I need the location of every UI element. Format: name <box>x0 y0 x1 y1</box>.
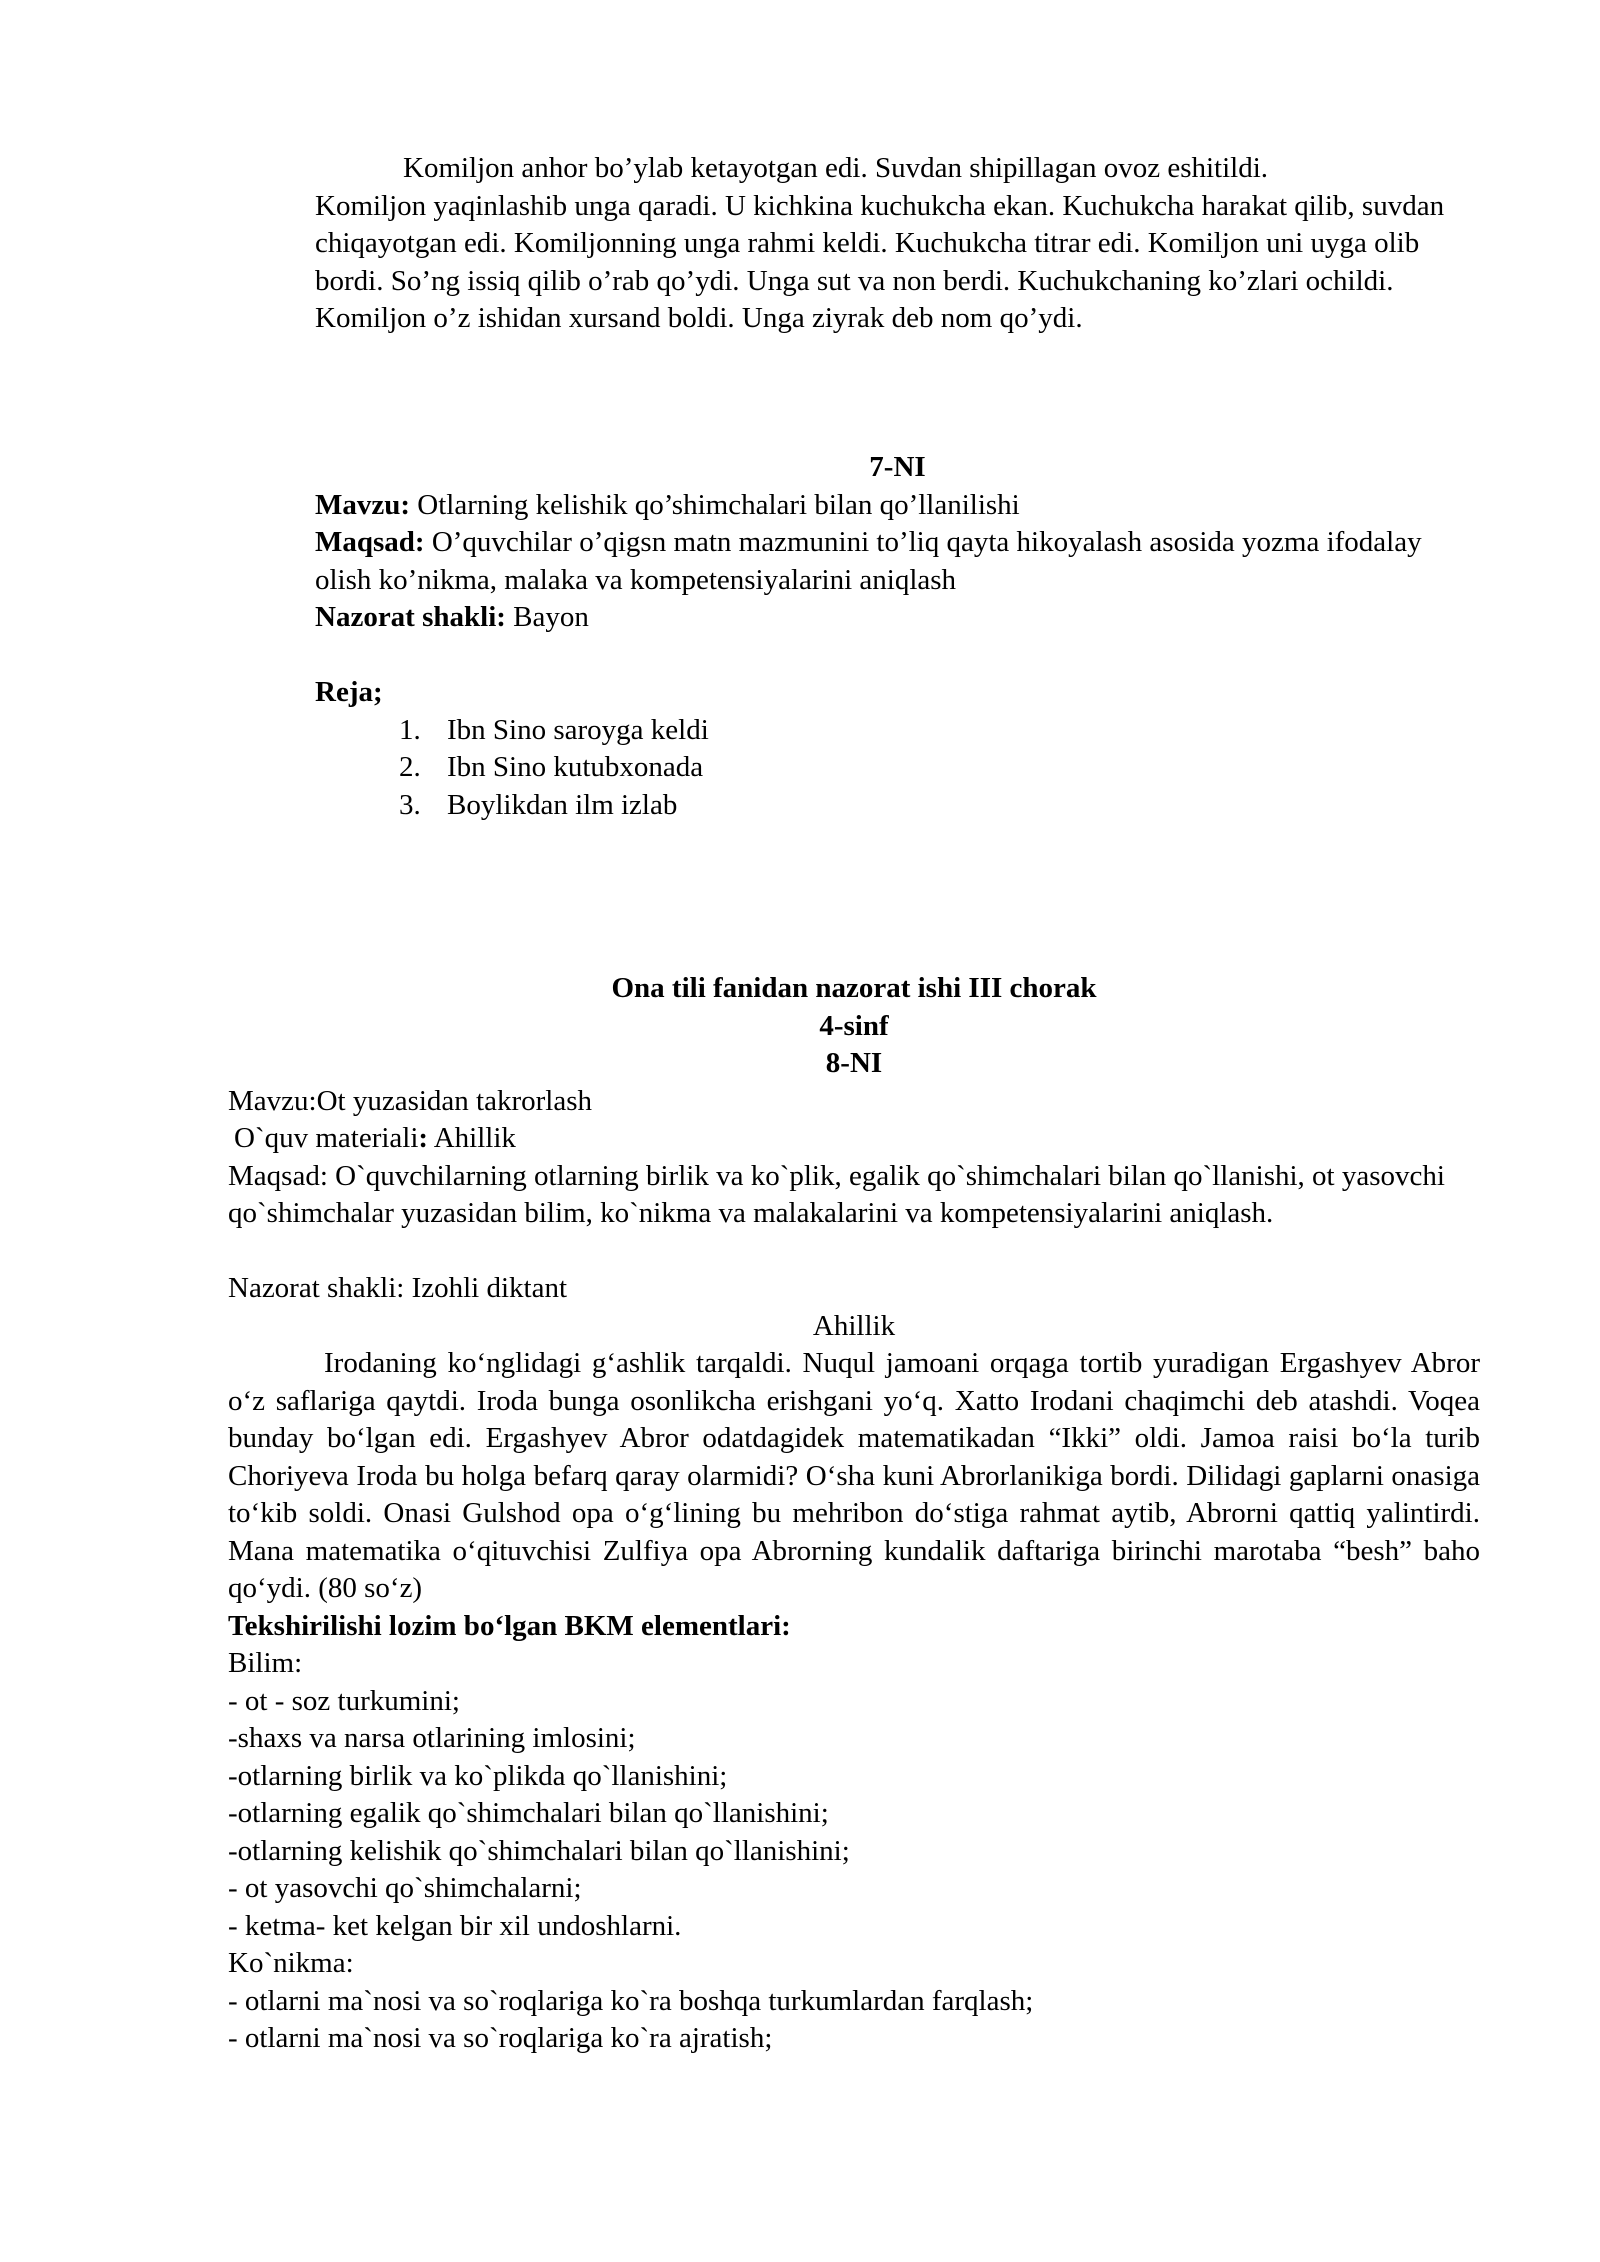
test-title: Ona tili fanidan nazorat ishi III chorak <box>611 972 1097 1004</box>
section-7 <box>315 449 1480 824</box>
oquv-colon: : <box>418 1122 429 1154</box>
maqsad-line: Maqsad: O`quvchilarning otlarning birlik va ko`plik, egalik qo`shimchalari bilan qo`llanishi, ot yasovchi qo`shimchalar yuzasidan bilim, ko`nikma va malakalarini va kompetensiyalarini aniqlash. <box>228 1159 1445 1229</box>
bilim-item: -otlarning kelishik qo`shimchalari bilan qo`llanishini; <box>228 1834 850 1867</box>
bkm-heading: Tekshirilishi lozim bo‘lgan BKM elementlari: <box>228 1609 791 1642</box>
bilim-item: - ot - soz turkumini; <box>228 1684 460 1717</box>
mavzu-line: Mavzu:Ot yuzasidan takrorlash <box>228 1084 593 1117</box>
reja-label: Reja; <box>315 676 383 708</box>
nazorat-label: Nazorat shakli: <box>315 601 506 633</box>
mavzu-value: Otlarning kelishik qo’shimchalari bilan qo’llanilishi <box>410 488 1020 521</box>
maqsad-label: Maqsad: <box>315 526 425 558</box>
list-item <box>399 787 1480 825</box>
reja-list <box>399 712 1480 825</box>
oquv-materiali-line <box>228 1120 1480 1158</box>
mavzu-line <box>315 487 1480 525</box>
reja-num: 2. <box>399 751 421 783</box>
oquv-value: Ahillik <box>428 1122 516 1154</box>
story-paragraph: Irodaning ko‘nglidagi g‘ashlik tarqaldi. Nuqul jamoani orqaga tortib yuradigan Ergashyev Abror o‘z saflariga qaytdi. Iroda bunga osonlikcha erishgani yo‘q. Xatto Irodani chaqimchi deb atashdi. Voqea bunday bo‘lgan edi. Ergashyev Abror odatdagidek matematikadan “Ikki” oldi. Jamoa raisi bo‘la turib Choriyeva Iroda bu holga befarq qaray olarmidi? O‘sha kuni Abrorlanikiga bordi. Dilidagi gaplarni onasiga to‘kib soldi. Onasi Gulshod opa o‘g‘lining bu mehribon do‘stiga rahmat aytib, Abrorni qattiq yalintirdi. Mana matematika o‘qituvchisi Zulfiya opa Abrorning kundalik daftariga birinchi marotaba “besh” baho qo‘ydi. (80 so‘z) <box>228 1347 1480 1604</box>
section-7-heading: 7-NI <box>869 451 926 483</box>
bilim-item: - ot yasovchi qo`shimchalarni; <box>228 1872 582 1904</box>
konikma-label: Ko`nikma: <box>228 1947 354 1979</box>
section-8 <box>228 970 1480 2058</box>
bilim-item: -shaxs va narsa otlarining imlosini; <box>228 1722 636 1754</box>
reja-text: Ibn Sino kutubxonada <box>447 751 704 783</box>
list-item <box>399 749 1480 787</box>
grade: 4-sinf <box>819 1009 889 1042</box>
konikma-item: - otlarni ma`nosi va so`roqlariga ko`ra ajratish; <box>228 2022 773 2054</box>
bilim-label: Bilim: <box>228 1647 303 1679</box>
reja-text: Boylikdan ilm izlab <box>447 788 678 821</box>
list-item <box>399 712 1480 750</box>
nazorat-line <box>315 599 1480 637</box>
reja-text: Ibn Sino saroyga keldi <box>447 713 709 746</box>
reja-num: 1. <box>399 713 421 746</box>
section-8-heading: 8-NI <box>825 1047 883 1079</box>
story-komiljon <box>315 150 1480 338</box>
story-first-line: Komiljon anhor bo’ylab ketayotgan edi. Suvdan shipillagan ovoz eshitildi. <box>403 152 1269 184</box>
story-title: Ahillik <box>812 1309 896 1342</box>
konikma-item: - otlarni ma`nosi va so`roqlariga ko`ra boshqa turkumlardan farqlash; <box>228 1984 1034 2017</box>
bilim-item: -otlarning birlik va ko`plikda qo`llanishini; <box>228 1759 728 1792</box>
maqsad-value: O’quvchilar o’qigsn matn mazmunini to’liq qayta hikoyalash asosida yozma ifodalay olish ko’nikma, malaka va kompetensiyalarini aniqlash <box>315 526 1422 596</box>
bilim-item: -otlarning egalik qo`shimchalari bilan qo`llanishini; <box>228 1797 829 1829</box>
maqsad-line <box>315 524 1480 599</box>
bilim-item: - ketma- ket kelgan bir xil undoshlarni. <box>228 1909 682 1942</box>
reja-num: 3. <box>399 788 421 821</box>
mavzu-label: Mavzu: <box>315 488 411 521</box>
nazorat-value: Bayon <box>505 601 589 633</box>
nazorat-line: Nazorat shakli: Izohli diktant <box>228 1272 568 1304</box>
story-paragraph: Komiljon yaqinlashib unga qaradi. U kichkina kuchukcha ekan. Kuchukcha harakat qilib, suvdan chiqayotgan edi. Komiljonning unga rahmi keldi. Kuchukcha titrar edi. Komiljon uni uyga olib bordi. So’ng issiq qilib o’rab qo’ydi. Unga sut va non berdi. Kuchukchaning ko’zlari ochildi. Komiljon o’z ishidan xursand boldi. Unga ziyrak deb nom qo’ydi. <box>315 189 1445 334</box>
oquv-label: O`quv materiali <box>234 1122 419 1154</box>
